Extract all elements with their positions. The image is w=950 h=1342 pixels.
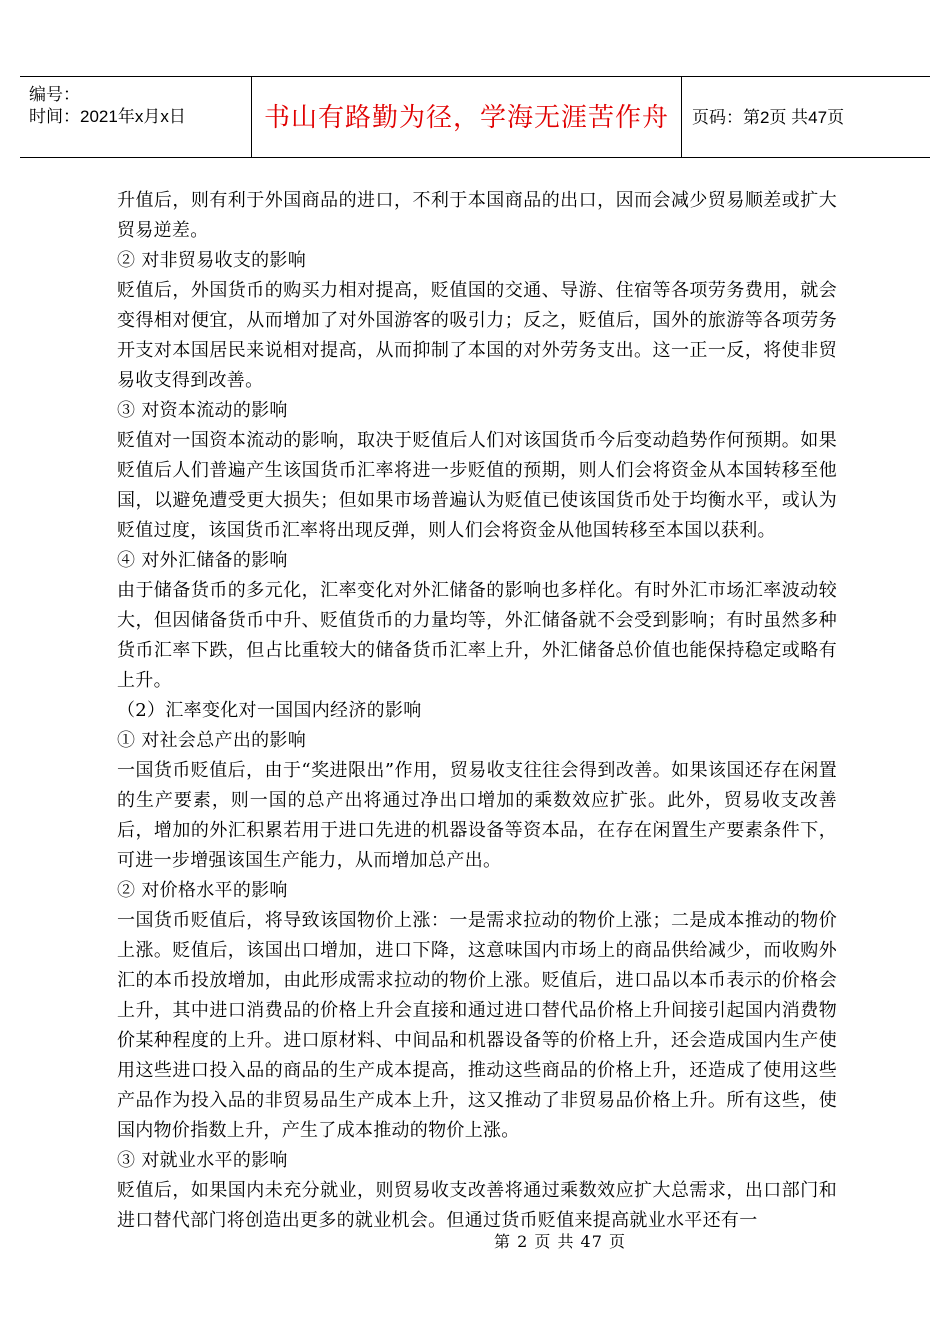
document-date-label: 时间：2021年x月x日 (29, 107, 186, 126)
paragraph-7: 贬值后，如果国内未充分就业，则贸易收支改善将通过乘数效应扩大总需求，出口部门和进口替代部门将创造出更多的就业机会。但通过货币贬值来提高就业水平还有一 (117, 1180, 837, 1231)
header-motto: 书山有路勤为径，学海无涯苦作舟 (263, 103, 669, 133)
header-motto-cell (252, 77, 682, 157)
paragraph-6: 一国货币贬值后，将导致该国物价上涨：一是需求拉动的物价上涨；二是成本推动的物价上涨。贬值后，该国出口增加，进口下降，这意味国内市场上的商品供给减少，而收购外汇的本币投放增加，由此形成需求拉动的物价上涨。贬值后，进口品以本币表示的价格会上升，其中进口消费品的价格上升会直接和通过进口替代品价格上升间接引起国内消费物价某种程度的上升。进口原材料、中间品和机器设备等的价格上升，还会造成国内生产使用这些进口投入品的商品的生产成本提高，推动这些商品的价格上升，还造成了使用这些产品作为投入品的非贸易品生产成本上升，这又推动了非贸易品价格上升。所有这些，使国内物价指数上升，产生了成本推动的物价上涨。 (117, 910, 837, 1141)
paragraph-5: 一国货币贬值后，由于“奖进限出”作用，贸易收支往往会得到改善。如果该国还存在闲置的生产要素，则一国的总产出将通过净出口增加的乘数效应扩张。此外，贸易收支改善后，增加的外汇积累若用于进口先进的机器设备等资本品，在存在闲置生产要素条件下，可进一步增强该国生产能力，从而增加总产出。 (117, 760, 837, 871)
section-heading-employment: ③ 对就业水平的影响 (117, 1150, 288, 1171)
header-page-label: 页码：第2页 共47页 (692, 107, 845, 127)
section-heading-capital-flow: ③ 对资本流动的影响 (117, 400, 288, 421)
header-page-cell (682, 77, 930, 157)
document-code-label: 编号： (29, 85, 80, 104)
page-footer (0, 1229, 950, 1252)
paragraph-1: 升值后，则有利于外国商品的进口，不利于本国商品的出口，因而会减少贸易顺差或扩大贸易逆差。 (117, 190, 837, 241)
header-meta-cell (20, 77, 252, 157)
section-heading-domestic-economy: （2）汇率变化对一国国内经济的影响 (117, 700, 422, 721)
paragraph-3: 贬值对一国资本流动的影响，取决于贬值后人们对该国货币今后变动趋势作何预期。如果贬值后人们普遍产生该国货币汇率将进一步贬值的预期，则人们会将资金从本国转移至他国，以避免遭受更大损失；但如果市场普遍认为贬值已使该国货币处于均衡水平，或认为贬值过度，该国货币汇率将出现反弹，则人们会将资金从他国转移至本国以获利。 (117, 430, 837, 541)
paragraph-2: 贬值后，外国货币的购买力相对提高，贬值国的交通、导游、住宿等各项劳务费用，就会变得相对便宜，从而增加了对外国游客的吸引力；反之，贬值后，国外的旅游等各项劳务开支对本国居民来说相对提高，从而抑制了本国的对外劳务支出。这一正一反，将使非贸易收支得到改善。 (117, 280, 837, 391)
paragraph-4: 由于储备货币的多元化，汇率变化对外汇储备的影响也多样化。有时外汇市场汇率波动较大，但因储备货币中升、贬值货币的力量均等，外汇储备就不会受到影响；有时虽然多种货币汇率下跌，但占比重较大的储备货币汇率上升，外汇储备总价值也能保持稳定或略有上升。 (117, 580, 837, 691)
section-heading-fx-reserves: ④ 对外汇储备的影响 (117, 550, 288, 571)
section-heading-price-level: ② 对价格水平的影响 (117, 880, 288, 901)
section-heading-non-trade: ② 对非贸易收支的影响 (117, 250, 307, 271)
document-body (117, 186, 837, 1236)
document-header (20, 76, 930, 158)
footer-page-number: 第 2 页 共 47 页 (494, 1232, 626, 1251)
section-heading-total-output: ① 对社会总产出的影响 (117, 730, 307, 751)
